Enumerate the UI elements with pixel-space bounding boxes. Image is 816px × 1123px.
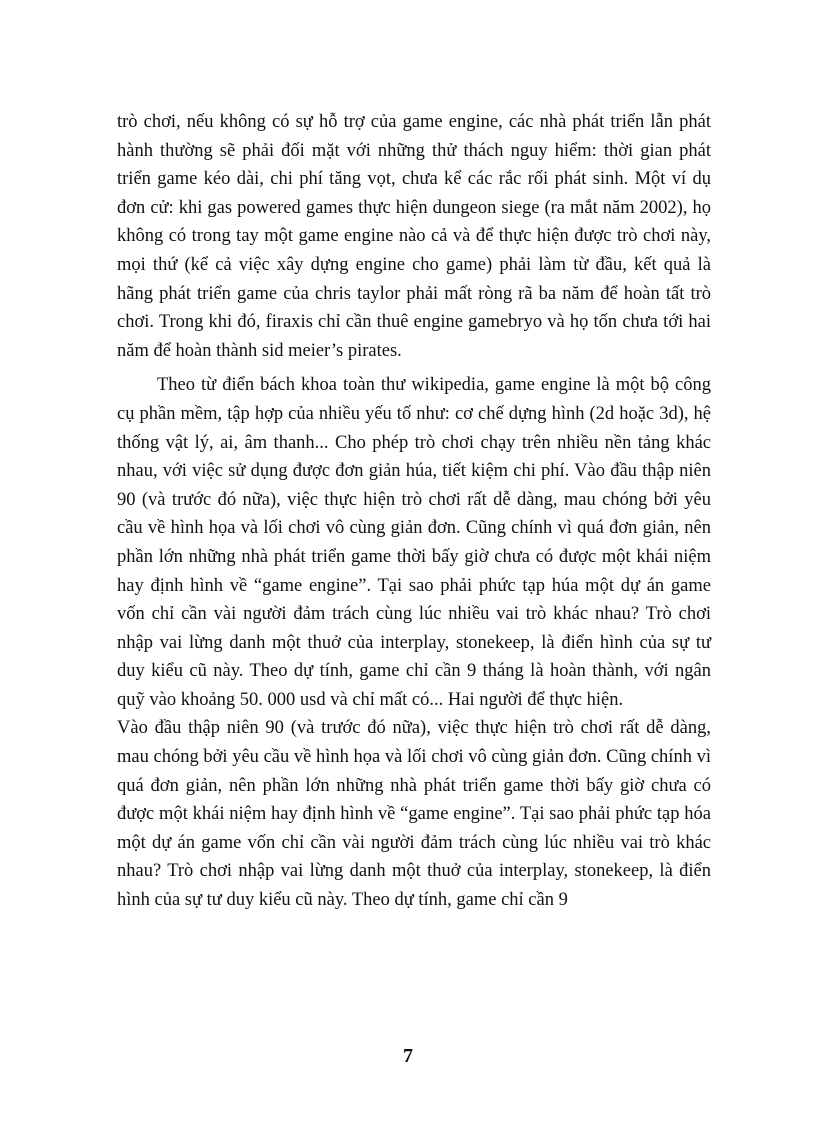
paragraph-3: Vào đầu thập niên 90 (và trước đó nữa), việc thực hiện trò chơi rất dễ dàng, mau chóng bởi yêu cầu về hình họa và lối chơi vô cùng giản đơn. Cũng chính vì quá đơn giản, nên phần lớn những nhà phát triển game thời bấy giờ chưa có được một khái niệm hay định hình về “game engine”. Tại sao phải phức tạp hóa một dự án game vốn chỉ cần vài người đảm trách cùng lúc nhiều vai trò khác nhau? Trò chơi nhập vai lừng danh một thuở của interplay, stonekeep, là điển hình của sự tư duy kiểu cũ này. Theo dự tính, game chỉ cần 9: [117, 718, 711, 911]
paragraph-2: Theo từ điển bách khoa toàn thư wikipedia, game engine là một bộ công cụ phần mềm, tập hợp của nhiều yếu tố như: cơ chế dựng hình (2d hoặc 3d), hệ thống vật lý, ai, âm thanh... Cho phép trò chơi chạy trên nhiều nền tảng khác nhau, với việc sử dụng được đơn giản húa, tiết kiệm chi phí. Vào đầu thập niên 90 (và trước đó nữa), việc thực hiện trò chơi rất dễ dàng, mau chóng bởi yêu cầu về hình họa và lối chơi vô cùng giản đơn. Cũng chính vì quá đơn giản, nên phần lớn những nhà phát triển game thời bấy giờ chưa có được một khái niệm hay định hình về “game engine”. Tại sao phải phức tạp húa một dự án game vốn chỉ cần vài người đảm trách cùng lúc nhiều vai trò khác nhau? Trò chơi nhập vai lừng danh một thuở của interplay, stonekeep, là điển hình của sự tư duy kiểu cũ này. Theo dự tính, game chỉ cần 9 tháng là hoàn thành, với ngân quỹ vào khoảng 50. 000 usd và chỉ mất có... Hai người để thực hiện.: [117, 375, 711, 710]
page-number: 7: [403, 1045, 413, 1067]
body-text: [117, 108, 711, 915]
paragraph-1: trò chơi, nếu không có sự hỗ trợ của game engine, các nhà phát triển lẫn phát hành thường sẽ phải đối mặt với những thử thách nguy hiểm: thời gian phát triển game kéo dài, chi phí tăng vọt, chưa kể các rắc rối phát sinh. Một ví dụ đơn cử: khi gas powered games thực hiện dungeon siege (ra mắt năm 2002), họ không có trong tay một game engine nào cả và để thực hiện được trò chơi này, mọi thứ (kể cả việc xây dựng engine cho game) phải làm từ đầu, kết quả là hãng phát triển game của chris taylor phải mất ròng rã ba năm để hoàn tất trò chơi. Trong khi đó, firaxis chỉ cần thuê engine gamebryo và họ tốn chưa tới hai năm để hoàn thành sid meier’s pirates.: [117, 112, 711, 361]
